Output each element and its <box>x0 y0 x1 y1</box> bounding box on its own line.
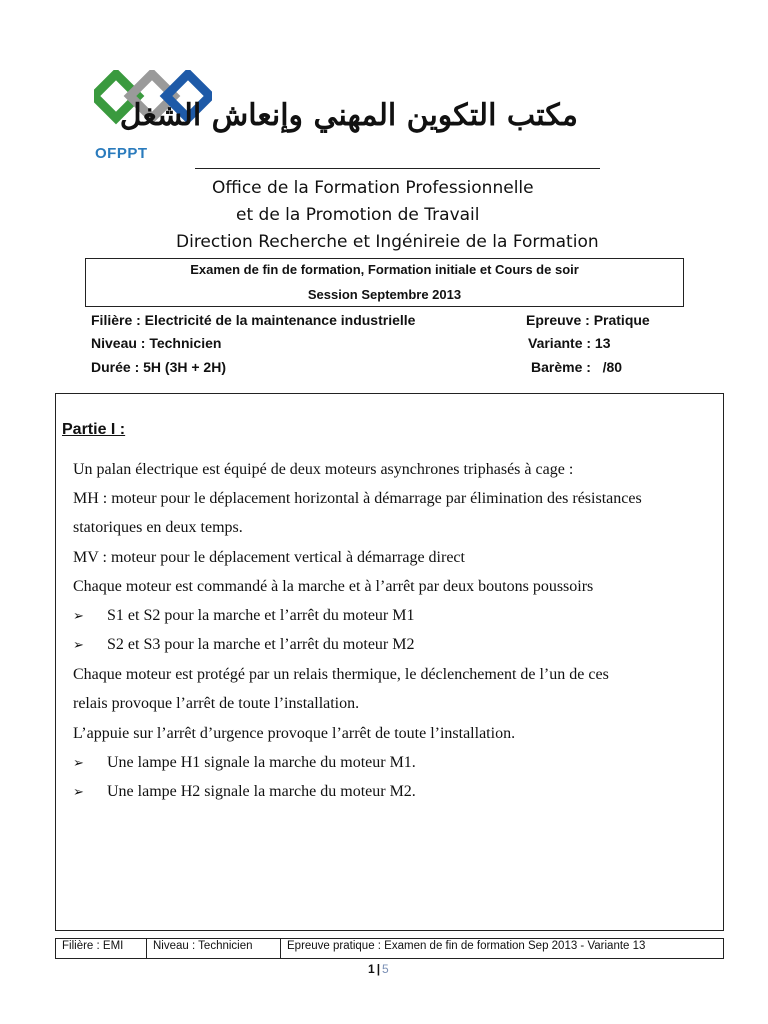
meta-variante: Variante : 13 <box>528 335 611 351</box>
body-line: L’appuie sur l’arrêt d’urgence provoque l’arrêt de toute l’installation. <box>73 725 516 742</box>
footer-epreuve: Epreuve pratique : Examen de fin de formation Sep 2013 - Variante 13 <box>287 940 646 952</box>
arabic-title: مكتب التكوين المهني وإنعاش الشغل <box>119 98 578 133</box>
meta-bareme: Barème : /80 <box>531 359 623 375</box>
bullet-item <box>73 783 416 801</box>
org-line-1: Office de la Formation Professionnelle <box>212 178 534 198</box>
arrow-bullet-icon: ➢ <box>73 784 84 799</box>
bullet-text: S1 et S2 pour la marche et l’arrêt du moteur M1 <box>107 607 415 624</box>
bullet-item <box>73 607 414 625</box>
footer-table <box>55 938 724 959</box>
bullet-item <box>73 754 416 772</box>
page-current: 1 <box>368 962 375 976</box>
meta-epreuve: Epreuve : Pratique <box>526 312 650 328</box>
header-divider <box>195 168 600 169</box>
page-total: 5 <box>382 962 389 976</box>
section-title: Partie I : <box>62 421 126 438</box>
meta-filiere: Filière : Electricité de la maintenance industrielle <box>91 312 416 328</box>
body-line: Chaque moteur est commandé à la marche et à l’arrêt par deux boutons poussoirs <box>73 578 594 595</box>
bullet-text: Une lampe H1 signale la marche du moteur M1. <box>107 754 416 771</box>
page-number <box>368 962 389 976</box>
arrow-bullet-icon: ➢ <box>73 755 84 770</box>
arrow-bullet-icon: ➢ <box>73 608 84 623</box>
body-line: statoriques en deux temps. <box>73 519 243 536</box>
page-separator: | <box>376 962 381 976</box>
org-line-3: Direction Recherche et Ingénireie de la Formation <box>176 232 599 252</box>
bullet-item <box>73 636 414 654</box>
exam-title: Examen de fin de formation, Formation initiale et Cours de soir <box>190 262 579 277</box>
body-line: MV : moteur pour le déplacement vertical à démarrage direct <box>73 549 465 566</box>
body-line: Un palan électrique est équipé de deux moteurs asynchrones triphasés à cage : <box>73 461 574 478</box>
exam-title-box <box>85 258 684 307</box>
footer-filiere: Filière : EMI <box>56 939 147 958</box>
meta-niveau: Niveau : Technicien <box>91 335 222 351</box>
exam-session: Session Septembre 2013 <box>307 287 462 302</box>
org-line-2: et de la Promotion de Travail <box>236 205 480 225</box>
footer-niveau: Niveau : Technicien <box>147 939 281 958</box>
body-line: Chaque moteur est protégé par un relais thermique, le déclenchement de l’un de ces <box>73 666 609 683</box>
bullet-text: Une lampe H2 signale la marche du moteur M2. <box>107 783 416 800</box>
body-line: relais provoque l’arrêt de toute l’installation. <box>73 695 360 712</box>
arrow-bullet-icon: ➢ <box>73 637 84 652</box>
meta-duree: Durée : 5H (3H + 2H) <box>91 359 226 375</box>
logo-label: OFPPT <box>95 145 148 162</box>
body-line: MH : moteur pour le déplacement horizontal à démarrage par élimination des résistances <box>73 490 642 507</box>
bullet-text: S2 et S3 pour la marche et l’arrêt du moteur M2 <box>107 636 415 653</box>
